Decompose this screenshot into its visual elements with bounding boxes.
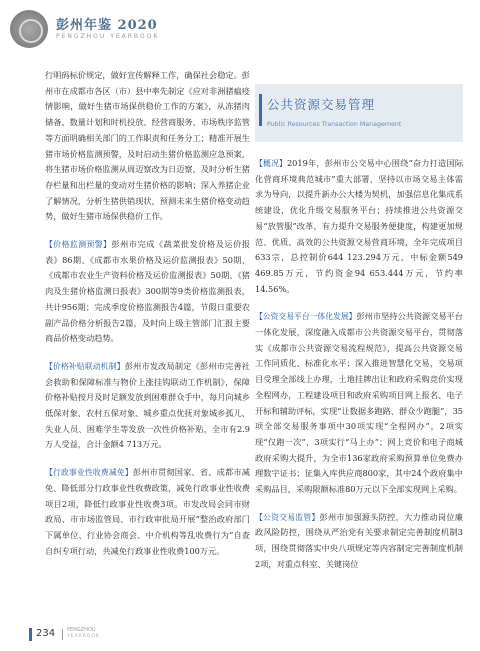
section-title: 公共资源交易管理 (267, 97, 376, 112)
price-linkage-text: 彭州市发改局制定《彭州市完善社会救助和保障标准与物价上涨挂钩联动工作机制》，保障价格补贴按月及时足额发放到困难群众手中，每月向城乡低保对象、农村五保对象、城乡重点优抚对象城乡孤儿、失业人员、困难学生等发放一次性价格补贴，全市有2.9万人受益，合计金额4 713万元。 (45, 360, 250, 450)
left-column (45, 68, 250, 559)
platform-tag: 【公资交易平台一体化发展】 (255, 312, 357, 322)
fee-reduction-tag: 【行政事业性收费减免】 (45, 468, 133, 478)
fee-reduction-paragraph (45, 465, 250, 559)
price-linkage-paragraph (45, 359, 250, 453)
section-heading-box (255, 84, 463, 142)
page-number: 234 (36, 628, 56, 639)
overview-paragraph (255, 156, 463, 297)
section-heading-bar (259, 94, 262, 126)
intro-paragraph: 行明码标价规定，做好宣传解释工作，确保社会稳定。彭州市在成都市各区（市）县中率先制定《应对非洲猪瘟疫情影响，做好生猪市场保供稳价工作的方案》，从冻猪肉储备、数量计划和时机投放、经营商服务、市场秩序监管等方面明确相关部门的工作职责和任务分工；精准开展生猪市场价格监测预警，及时启动生猪价格监测应急预案，将生猪市场价格监测从周迈察改为日迈察，及时分析生猪存栏量和出栏量的变动对生猪价格的影响；深入养猪企业了解情况，分析生猪供销现状，预测未来生猪价格变动趋势，做好生猪市场保供稳价工作。 (45, 70, 250, 222)
yearbook-logo-icon (10, 10, 48, 48)
page-number-bar (29, 628, 32, 641)
fee-reduction-text: 彭州市贯彻国家、省、成都市减免、降低部分行政事业性收费政策，减免行政事业性收费项目2项，降低行政事业性收费3项。市发改局会同市财政局、市市场监管局、市行政审批局开展“整治政府部门下属单位、行业协会商会、中介机构等乱收费行为”自查自纠专项行动，共减免行政事业性收费100万元。 (45, 467, 250, 556)
footer-divider (62, 629, 63, 640)
price-monitor-tag: 【价格监测预警】 (45, 240, 112, 250)
supervision-paragraph (255, 510, 463, 573)
right-column (255, 62, 463, 573)
header-title: 彭州年鉴 2020 (56, 18, 158, 33)
footer-brand-sub: YEARBOOK (67, 634, 100, 639)
supervision-text: 彭州市加强源头防控，大力推动岗位廉政风险防控，围绕从严治党有关要求制定完善制度机制3项，围绕贯彻落实中央八项规定等内容制定完善制度机制2项，对重点科室、关键岗位 (255, 511, 463, 569)
overview-tag: 【概况】 (255, 159, 287, 168)
price-linkage-tag: 【价格补贴联动机制】 (45, 361, 125, 371)
header-subtitle: PENGZHOU YEARBOOK (56, 33, 160, 40)
page-footer (0, 625, 480, 645)
price-monitor-paragraph (45, 237, 250, 347)
footer-brand: PENGZHOU (67, 627, 96, 633)
platform-text: 彭州市坚持公共资源交易平台一体化发展，深度融入成都市公共资源交易平台，贯彻落实《成都市公共资源交易流程规范》，提高公共资源交易工作同质化、标准化水平；深入推进智慧化交易，交易项目受理全部线上办理，土地挂牌出让和政府采购竞价实现全程网办，工程建设项目和政府采购项目网上报名、电子开标和辅助评标，实现“让数据多跑路、群众少跑腿”，35项全部交易服务事项中30项实现“全程网办”，2项实现“仅跑一次”，3项实行“马上办”；网上竞价和电子商城政府采购大提升，为全市136家政府采购预算单位免费办理数字证书；征集入库供应商800家，其中24个政府集中采购品目，采购限额标准80万元以下全部实现网上采购。 (255, 311, 463, 495)
page-header (0, 0, 480, 58)
supervision-tag: 【公资交易监管】 (255, 512, 320, 522)
price-monitor-text: 彭州市完成《蔬菜批发价格及运价报表》86期、《成都市水果价格及运价监测报表》50期、《成都市农业生产资料价格及运价监测报表》50期、《猪肉及生猪价格监测日报表》300期等9类价格监测报表，共计956期；完成季度价格监测报告4篇，节假日重要农副产品价格分析报告2篇，及时向上级主管部门汇报主要商品价格变动趋势。 (45, 239, 250, 344)
section-title-en: Public Resources Transaction Management (267, 121, 402, 128)
platform-paragraph (255, 309, 463, 497)
overview-text: 2019年，彭州市公交易中心围绕“奋力打造国际化营商环境典范城市”重大部署，坚持以市场交易主体需求为导向，以提升新办公大楼为契机，加强信息化集成系统建设，优化升级交易服务平台；持续推进公共资源交易“放管服”改革，有力提升交易服务便捷度，构建更加规范、优质、高效的公共资源交易营商环境，全年完成项目633宗，总控制价644 123.294万元，中标金额549 469.85万元，节约资金94 653.444万元，节约率14.56%。 (255, 158, 464, 294)
